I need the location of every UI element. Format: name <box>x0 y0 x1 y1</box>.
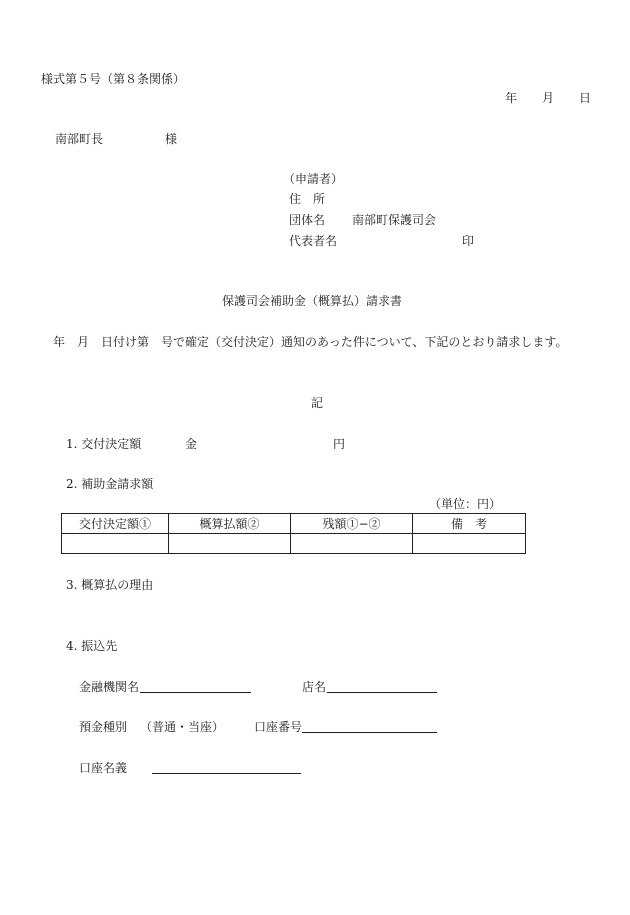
body-text: 年 月 日付け第 号で確定（交付決定）通知のあった件について、下記のとおり請求します。 <box>41 335 568 349</box>
cell-remarks <box>413 534 526 554</box>
account-number-label: 口座番号 <box>254 720 303 734</box>
date-month: 月 <box>542 91 555 105</box>
bank-label: 金融機関名 <box>79 680 140 694</box>
section1-label: 1. 交付決定額 <box>66 437 142 451</box>
ki-heading: 記 <box>311 396 324 410</box>
bank-underline <box>140 692 251 693</box>
address-label: 住 所 <box>289 192 326 206</box>
form-number: 様式第５号（第８条関係） <box>41 72 186 86</box>
header-decided-amount: 交付決定額① <box>62 514 169 534</box>
org-label: 団体名 <box>289 213 326 227</box>
section3-label: 3. 概算払の理由 <box>66 578 154 592</box>
account-name-underline <box>152 773 301 774</box>
section2-label: 2. 補助金請求額 <box>66 477 154 491</box>
cell-remaining-amount <box>291 534 413 554</box>
document-title: 保護司会補助金（概算払）請求書 <box>222 294 403 308</box>
header-remarks: 備 考 <box>413 514 526 534</box>
deposit-type-options: （普通・当座） <box>140 720 225 734</box>
branch-label: 店名 <box>302 680 327 694</box>
addressee-name: 南部町長 <box>55 132 104 146</box>
section4-label: 4. 振込先 <box>66 639 118 653</box>
table-header-row <box>62 514 526 534</box>
org-value: 南部町保護司会 <box>352 213 437 227</box>
seal-mark: 印 <box>462 234 475 248</box>
account-name-label: 口座名義 <box>79 761 128 775</box>
cell-decided-amount <box>62 534 169 554</box>
date-day: 日 <box>579 91 592 105</box>
branch-underline <box>327 692 437 693</box>
rep-label: 代表者名 <box>289 234 338 248</box>
account-number-underline <box>302 732 437 733</box>
addressee-honorific: 様 <box>165 132 178 146</box>
date-year: 年 <box>505 91 518 105</box>
cell-advance-amount <box>169 534 291 554</box>
unit-label: （単位：円） <box>429 497 502 511</box>
table-row <box>62 534 526 554</box>
amount-table <box>61 513 526 554</box>
deposit-type-label: 預金種別 <box>79 720 128 734</box>
header-advance-amount: 概算払額② <box>169 514 291 534</box>
applicant-heading: （申請者） <box>283 172 344 186</box>
section1-kin: 金 <box>185 437 198 451</box>
header-remaining-amount: 残額①−② <box>291 514 413 534</box>
section1-yen: 円 <box>333 437 346 451</box>
